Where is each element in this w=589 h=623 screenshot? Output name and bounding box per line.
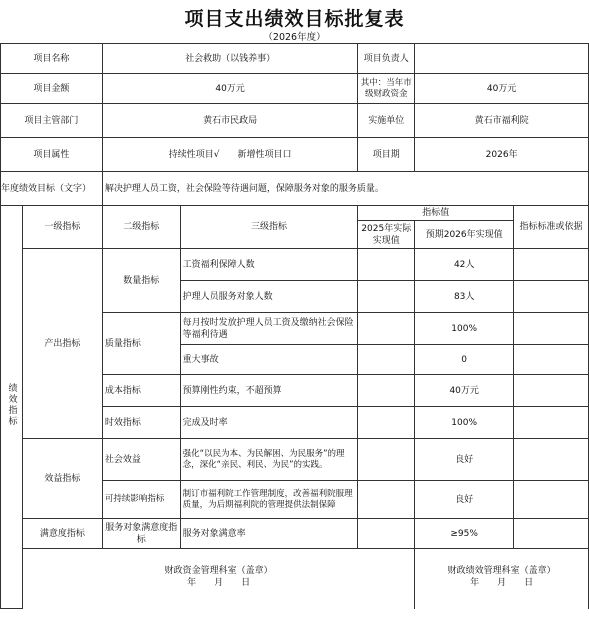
- page-title: 项目支出绩效目标批复表: [184, 8, 405, 30]
- leader-value: [415, 44, 589, 74]
- l2-cost: 成本指标: [102, 375, 180, 407]
- project-name-value: 社会救助（以钱养事）: [102, 44, 358, 74]
- v2025-cell: [358, 481, 415, 519]
- l3-cell: 每月按时发放护理人员工资及缴纳社会保险等福利待遇: [180, 313, 358, 345]
- level3-header: 三级指标: [180, 206, 358, 249]
- v2026-cell: 83人: [415, 281, 514, 313]
- l3-cell: 服务对象满意率: [180, 519, 358, 549]
- l3-cell: 重大事故: [180, 345, 358, 375]
- v2025-cell: [358, 345, 415, 375]
- table-row: [1, 249, 589, 281]
- left-date: 年 月 日: [187, 578, 251, 588]
- v2025-cell: [358, 249, 415, 281]
- level2-header: 二级指标: [102, 206, 180, 249]
- l2-quality: 质量指标: [102, 313, 180, 375]
- signature-row: [1, 549, 589, 609]
- period-value: 2026年: [415, 138, 589, 172]
- l2-quantity: 数量指标: [102, 249, 180, 313]
- right-office: 财政绩效管理科室（盖章）: [447, 566, 556, 576]
- basis-cell: [514, 481, 589, 519]
- header-row-1: [1, 206, 589, 221]
- l1-output: 产出指标: [22, 249, 102, 439]
- l2-sustainable: 可持续影响指标: [102, 481, 180, 519]
- v2026-cell: ≥95%: [415, 519, 514, 549]
- v2026-cell: 42人: [415, 249, 514, 281]
- perf-indicator-label: 绩效指标: [1, 206, 23, 609]
- city-fund-label: 其中：当年市级财政资金: [358, 74, 415, 104]
- dept-value: 黄石市民政局: [102, 104, 358, 138]
- basis-cell: [514, 375, 589, 407]
- row-project-name: [1, 44, 589, 74]
- v2026-cell: 0: [415, 345, 514, 375]
- basis-cell: [514, 345, 589, 375]
- level1-header: 一级指标: [22, 206, 102, 249]
- l3-cell: 完成及时率: [180, 407, 358, 439]
- expected-2026-header: 预期2026年实现值: [415, 221, 514, 249]
- city-fund-value: 40万元: [415, 74, 589, 104]
- right-date: 年 月 日: [470, 578, 534, 588]
- basis-header: 指标标准或依据: [514, 206, 589, 249]
- left-office: 财政资金管理科室（盖章）: [164, 566, 273, 576]
- v2026-cell: 100%: [415, 407, 514, 439]
- v2026-cell: 良好: [415, 439, 514, 481]
- v2025-cell: [358, 439, 415, 481]
- table-row: [1, 439, 589, 481]
- l2-timeliness: 时效指标: [102, 407, 180, 439]
- l1-satisfaction: 满意度指标: [22, 519, 102, 549]
- l3-cell: 预算刚性约束，不超预算: [180, 375, 358, 407]
- v2025-cell: [358, 281, 415, 313]
- leader-label: 项目负责人: [358, 44, 415, 74]
- v2026-cell: 100%: [415, 313, 514, 345]
- basis-cell: [514, 519, 589, 549]
- v2025-cell: [358, 407, 415, 439]
- project-name-label: 项目名称: [1, 44, 103, 74]
- value-header: 指标值: [358, 206, 514, 221]
- actual-2025-header: 2025年实际实现值: [358, 221, 415, 249]
- annual-goal-label: 年度绩效目标（文字）: [1, 172, 103, 206]
- year-subtitle: （2026年度）: [263, 32, 326, 43]
- basis-cell: [514, 439, 589, 481]
- row-department: [1, 104, 589, 138]
- basis-cell: [514, 313, 589, 345]
- amount-value: 40万元: [102, 74, 358, 104]
- attr-value: 持续性项目√ 新增性项目口: [102, 138, 358, 172]
- l3-cell: 强化“以民为本、为民解困、为民服务”的理念，深化“亲民、利民、为民”的实践。: [180, 439, 358, 481]
- basis-cell: [514, 407, 589, 439]
- period-label: 项目期: [358, 138, 415, 172]
- l3-cell: 护理人员服务对象人数: [180, 281, 358, 313]
- impl-value: 黄石市福利院: [415, 104, 589, 138]
- row-attribute: [1, 138, 589, 172]
- approval-table: [0, 43, 589, 609]
- v2025-cell: [358, 519, 415, 549]
- l2-social: 社会效益: [102, 439, 180, 481]
- signature-right: [415, 549, 589, 609]
- annual-goal-text: 解决护理人员工资，社会保险等待遇问题，保障服务对象的服务质量。: [102, 172, 588, 206]
- dept-label: 项目主管部门: [1, 104, 103, 138]
- impl-label: 实施单位: [358, 104, 415, 138]
- l1-benefit: 效益指标: [22, 439, 102, 519]
- v2026-cell: 40万元: [415, 375, 514, 407]
- signature-left: [22, 549, 414, 609]
- l3-cell: 工资福利保障人数: [180, 249, 358, 281]
- l3-cell: 制订市福利院工作管理制度，改善福利院服理质量，为后期福利院的管理提供法制保障: [180, 481, 358, 519]
- row-annual-goal: [1, 172, 589, 206]
- v2025-cell: [358, 313, 415, 345]
- amount-label: 项目金额: [1, 74, 103, 104]
- l2-satisfaction: 服务对象满意度指标: [102, 519, 180, 549]
- table-row: [1, 519, 589, 549]
- v2026-cell: 良好: [415, 481, 514, 519]
- attr-label: 项目属性: [1, 138, 103, 172]
- row-amount: [1, 74, 589, 104]
- basis-cell: [514, 281, 589, 313]
- basis-cell: [514, 249, 589, 281]
- v2025-cell: [358, 375, 415, 407]
